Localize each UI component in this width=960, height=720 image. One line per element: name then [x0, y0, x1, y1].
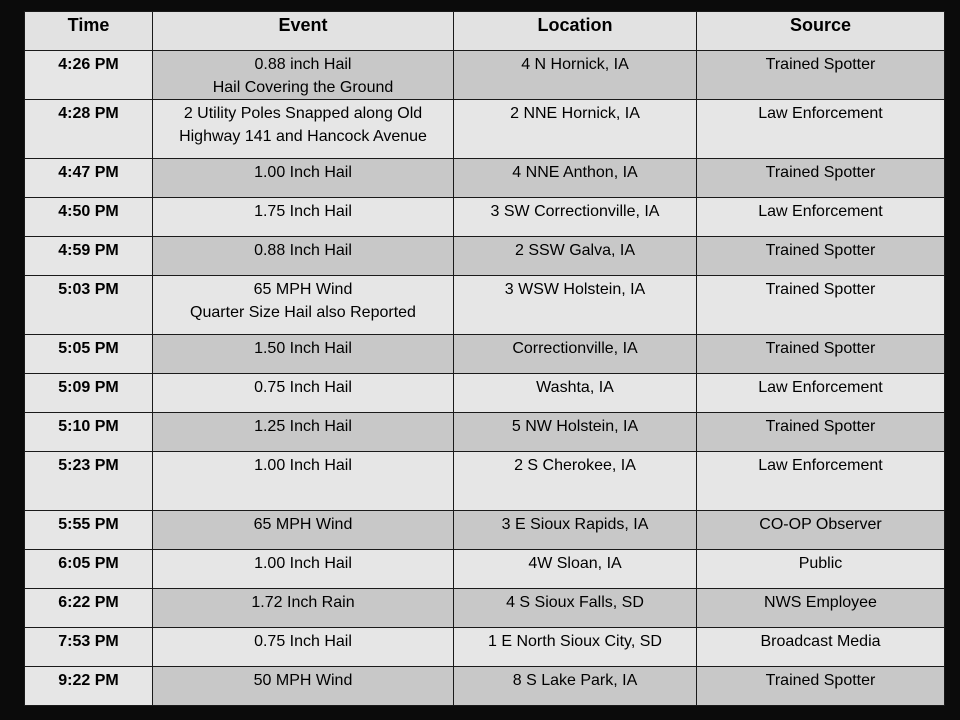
cell-source: CO-OP Observer	[697, 511, 945, 550]
event-line: 1.00 Inch Hail	[254, 555, 352, 572]
event-line: Highway 141 and Hancock Avenue	[179, 128, 427, 145]
event-line: 65 MPH Wind	[253, 281, 353, 298]
cell-source: Law Enforcement	[697, 452, 945, 511]
cell-source: NWS Employee	[697, 589, 945, 628]
cell-event	[153, 667, 454, 706]
cell-time: 9:22 PM	[25, 667, 153, 706]
cell-location: Washta, IA	[454, 374, 697, 413]
cell-location: 4 NNE Anthon, IA	[454, 159, 697, 198]
event-line: 2 Utility Poles Snapped along Old	[183, 105, 423, 122]
cell-time: 6:05 PM	[25, 550, 153, 589]
cell-event	[153, 51, 454, 100]
event-line: 1.25 Inch Hail	[254, 418, 352, 435]
cell-time: 5:23 PM	[25, 452, 153, 511]
table-row	[25, 589, 945, 628]
event-line: 1.00 Inch Hail	[254, 457, 352, 474]
cell-location: 4 N Hornick, IA	[454, 51, 697, 100]
cell-location: 3 WSW Holstein, IA	[454, 276, 697, 335]
cell-source: Law Enforcement	[697, 100, 945, 159]
table-row	[25, 452, 945, 511]
table-row	[25, 511, 945, 550]
cell-source: Trained Spotter	[697, 667, 945, 706]
event-line: Quarter Size Hail also Reported	[190, 304, 416, 321]
cell-source: Trained Spotter	[697, 276, 945, 335]
cell-event	[153, 550, 454, 589]
cell-event	[153, 276, 454, 335]
table-row	[25, 374, 945, 413]
cell-location: 2 SSW Galva, IA	[454, 237, 697, 276]
table-row	[25, 237, 945, 276]
cell-time: 4:47 PM	[25, 159, 153, 198]
table-row	[25, 198, 945, 237]
event-line: 0.88 inch Hail	[254, 56, 352, 73]
table-row	[25, 276, 945, 335]
cell-location: 4 S Sioux Falls, SD	[454, 589, 697, 628]
cell-location: 5 NW Holstein, IA	[454, 413, 697, 452]
cell-source: Broadcast Media	[697, 628, 945, 667]
header-location: Location	[454, 12, 697, 51]
table-row	[25, 100, 945, 159]
cell-location: 2 NNE Hornick, IA	[454, 100, 697, 159]
cell-time: 6:22 PM	[25, 589, 153, 628]
cell-time: 4:26 PM	[25, 51, 153, 100]
table-frame	[24, 11, 944, 704]
cell-time: 5:10 PM	[25, 413, 153, 452]
cell-source: Public	[697, 550, 945, 589]
event-line: 0.75 Inch Hail	[254, 379, 352, 396]
table-row	[25, 51, 945, 100]
header-event: Event	[153, 12, 454, 51]
event-line: 50 MPH Wind	[253, 672, 353, 689]
table-row	[25, 159, 945, 198]
table-row	[25, 335, 945, 374]
cell-event	[153, 589, 454, 628]
cell-time: 5:05 PM	[25, 335, 153, 374]
cell-source: Trained Spotter	[697, 51, 945, 100]
event-line: 0.75 Inch Hail	[254, 633, 352, 650]
cell-location: 3 SW Correctionville, IA	[454, 198, 697, 237]
cell-location: Correctionville, IA	[454, 335, 697, 374]
cell-event	[153, 159, 454, 198]
cell-source: Trained Spotter	[697, 237, 945, 276]
cell-source: Law Enforcement	[697, 374, 945, 413]
cell-event	[153, 413, 454, 452]
event-line: 1.72 Inch Rain	[251, 594, 355, 611]
cell-time: 5:09 PM	[25, 374, 153, 413]
cell-event	[153, 100, 454, 159]
cell-event	[153, 335, 454, 374]
header-row	[25, 12, 945, 51]
cell-time: 5:55 PM	[25, 511, 153, 550]
cell-time: 5:03 PM	[25, 276, 153, 335]
cell-event	[153, 198, 454, 237]
table-row	[25, 550, 945, 589]
cell-event	[153, 511, 454, 550]
cell-source: Trained Spotter	[697, 335, 945, 374]
table-row	[25, 667, 945, 706]
cell-event	[153, 374, 454, 413]
event-line: 1.50 Inch Hail	[254, 340, 352, 357]
table-row	[25, 628, 945, 667]
cell-time: 4:28 PM	[25, 100, 153, 159]
storm-reports-table	[24, 11, 945, 706]
cell-time: 7:53 PM	[25, 628, 153, 667]
event-line: 65 MPH Wind	[253, 516, 353, 533]
cell-time: 4:59 PM	[25, 237, 153, 276]
cell-source: Law Enforcement	[697, 198, 945, 237]
cell-source: Trained Spotter	[697, 413, 945, 452]
cell-time: 4:50 PM	[25, 198, 153, 237]
cell-location: 1 E North Sioux City, SD	[454, 628, 697, 667]
table-body	[25, 51, 945, 706]
cell-location: 8 S Lake Park, IA	[454, 667, 697, 706]
event-line: 0.88 Inch Hail	[254, 242, 352, 259]
cell-source: Trained Spotter	[697, 159, 945, 198]
event-line: 1.75 Inch Hail	[254, 203, 352, 220]
table-row	[25, 413, 945, 452]
header-source: Source	[697, 12, 945, 51]
cell-event	[153, 628, 454, 667]
cell-event	[153, 452, 454, 511]
cell-event	[153, 237, 454, 276]
cell-location: 3 E Sioux Rapids, IA	[454, 511, 697, 550]
cell-location: 4W Sloan, IA	[454, 550, 697, 589]
event-line: Hail Covering the Ground	[212, 79, 394, 96]
event-line: 1.00 Inch Hail	[254, 164, 352, 181]
cell-location: 2 S Cherokee, IA	[454, 452, 697, 511]
header-time: Time	[25, 12, 153, 51]
